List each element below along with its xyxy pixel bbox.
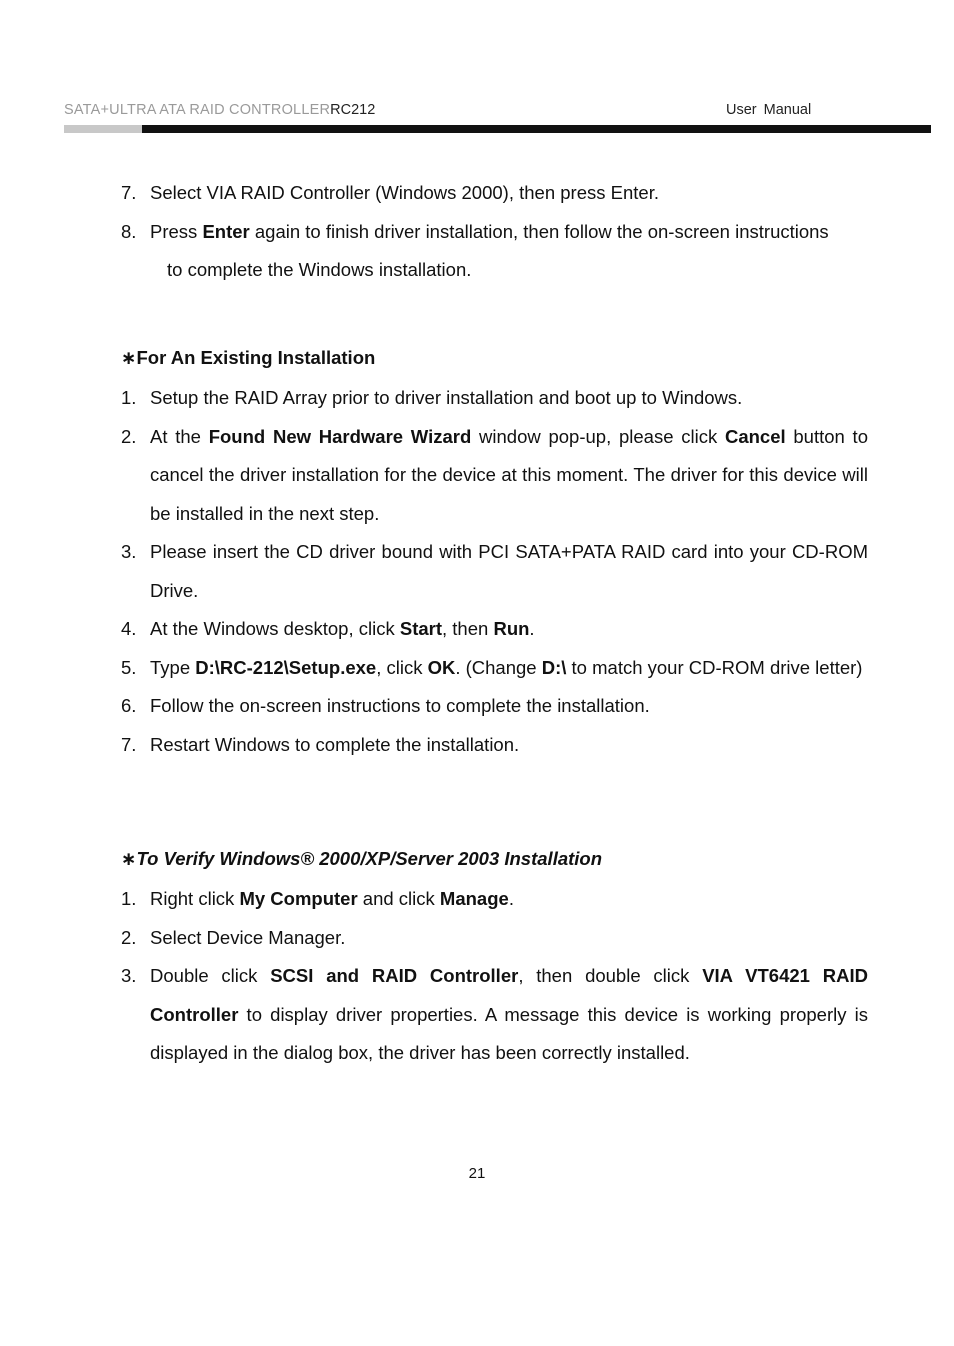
step-number: 1. (121, 387, 137, 408)
section-heading-verify: ∗To Verify Windows® 2000/XP/Server 2003 Installation (121, 848, 603, 869)
step-key-enter: Enter (202, 220, 250, 242)
header-rule-accent (64, 125, 142, 133)
header-doc-type: User Manual (726, 102, 812, 118)
step-bold: SCSI and RAID Controller (270, 965, 519, 986)
list-item (121, 726, 868, 765)
step-bold: Start (399, 618, 443, 639)
existing-steps (121, 379, 868, 764)
step-bold: D:\ (541, 656, 567, 678)
list-item (121, 649, 868, 688)
step-text: Double click (150, 965, 271, 986)
section-heading-existing: ∗For An Existing Installation (121, 347, 376, 368)
step-text: Press (150, 220, 203, 242)
header-model: RC212 (330, 102, 376, 118)
step-text: . (508, 888, 514, 909)
step-continuation: to complete the Windows installation. (167, 259, 472, 280)
step-number: 2. (121, 926, 137, 948)
step-bold: OK (427, 656, 456, 678)
step-text: Select Device Manager. (150, 926, 346, 948)
step-text: Type (150, 656, 196, 678)
step-number: 3. (121, 965, 137, 986)
verify-steps (121, 880, 868, 1073)
step-number: 2. (121, 425, 137, 447)
list-item (121, 957, 868, 1073)
step-number: 1. (121, 888, 137, 909)
list-item (121, 418, 868, 534)
page-number: 21 (468, 1165, 486, 1182)
step-text: Right click (150, 888, 240, 909)
list-item (121, 919, 868, 958)
step-bold: Cancel (724, 425, 786, 447)
step-bold: Manage (439, 888, 509, 909)
step-bold: D:\RC-212\Setup.exe (195, 656, 377, 678)
step-bold: My Computer (239, 888, 358, 909)
step-number: 4. (121, 618, 137, 639)
step-number: 8. (121, 220, 137, 242)
step-number: 7. (121, 733, 137, 755)
step-text: . (Change (455, 656, 542, 678)
step-text: and click (357, 888, 440, 909)
header-rule (142, 125, 931, 133)
step-bold: Run (493, 618, 530, 639)
step-text: Setup the RAID Array prior to driver installation and boot up to Windows. (150, 387, 743, 408)
step-text: again to finish driver installation, then follow the on-screen instructions (249, 220, 829, 242)
step-text: window pop-up, please click (471, 425, 725, 447)
list-item (121, 610, 868, 649)
top-steps (121, 174, 868, 290)
list-item (121, 379, 868, 418)
step-text: At the Windows desktop, click (150, 618, 400, 639)
step-text: , click (376, 656, 428, 678)
step-text: button to cancel the driver installation for the device at this moment. The driver for this device will be installed in the next step. (150, 425, 868, 524)
step-number: 7. (121, 182, 137, 203)
list-item (121, 880, 868, 919)
list-item (121, 213, 868, 290)
step-text: Please insert the CD driver bound with PCI SATA+PATA RAID card into your CD-ROM Drive. (150, 541, 868, 601)
step-text: Follow the on-screen instructions to complete the installation. (150, 695, 650, 716)
step-text: , then double click (518, 965, 703, 986)
page-header (64, 102, 930, 122)
step-text: Restart Windows to complete the installation. (150, 733, 520, 755)
step-text: , then (442, 618, 494, 639)
step-text: to display driver properties. A message this device is working properly is displayed in the dialog box, the driver has been correctly installed. (150, 1003, 868, 1063)
step-number: 3. (121, 541, 137, 562)
step-bold: VIA VT6421 RAID Controller (150, 965, 868, 1025)
list-item (121, 687, 868, 726)
step-bold: Found New Hardware Wizard (208, 425, 472, 447)
header-series: SATA+ULTRA ATA RAID CONTROLLER (64, 102, 331, 118)
step-text: Select VIA RAID Controller (Windows 2000), then press Enter. (150, 182, 659, 203)
step-text: to match your CD-ROM drive letter) (566, 656, 863, 678)
step-number: 5. (121, 656, 137, 678)
list-item (121, 533, 868, 610)
step-text: At the (150, 425, 209, 447)
step-number: 6. (121, 695, 137, 716)
list-item (121, 174, 868, 213)
step-text: . (529, 618, 535, 639)
